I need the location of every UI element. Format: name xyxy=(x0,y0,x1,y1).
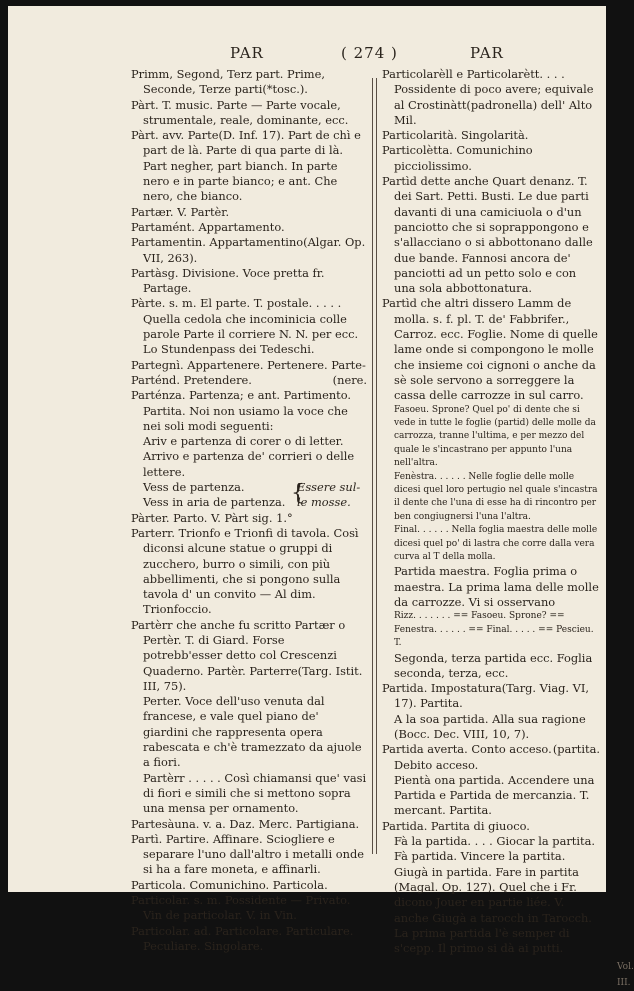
dictionary-entry: Partìd che altri dissero Lamm de molla. s. f. pl. T. de' Fabbrifer., Carroz. ecc. Foglie. Nome di quelle lame onde si compongono le molle che insieme coi cignoni o anche da sè sole servono a sorreggere la cassa delle carrozze in sul carro. xyxy=(382,296,598,403)
entry-definition: Essere sul- le mosse. xyxy=(297,480,361,510)
dictionary-entry: Partær. V. Partèr. xyxy=(131,204,230,219)
entry-line: Vess in aria de partenza. xyxy=(143,495,286,510)
dictionary-entry: Fasoeu. Sprone? Quel po' di dente che si vede in tutte le foglie (partid) delle molle da carrozza, tranne l'ultima, e per mezzo del quale le s'incastrano per appunto l'una nell'altra. xyxy=(394,404,596,469)
dictionary-entry: Pàrt. avv. Parte(D. Inf. 17). Part de chì e part de là. Parte di qua parte di là. Part negher, part bianch. In parte nero e in parte bianco; e ant. Che nero, che bianco. xyxy=(131,128,361,204)
column-rule xyxy=(376,78,377,854)
book-page xyxy=(8,6,634,988)
dictionary-entry: Pàrte. s. m. El parte. T. postale. . . . . Quella cedola che incominicia colle parole Parte il corriere N. N. per ecc. Lo Stundenpass dei Tedeschi. xyxy=(131,296,359,357)
dictionary-entry: Pientà ona partida. Accendere una Partida e Partida de mercanzia. T. mercant. Partita. xyxy=(394,772,595,818)
dictionary-entry xyxy=(131,373,367,388)
entry-text: Parténd. Pretendere. xyxy=(131,372,252,387)
dictionary-entry: Partamént. Appartamento. xyxy=(131,219,285,234)
page-number: ( 274 ) xyxy=(341,44,398,62)
dictionary-entry: Pàrt. T. music. Parte — Parte vocale, strumentale, reale, dominante, ecc. xyxy=(131,97,349,127)
right-column: Particolarèll e Particolarètt. . . . Possidente di poco avere; equivale al Crostinàtt(padronella) dell' Alto Mil. Particolarità. Singolarità. Particolètta. Comunichino picciolissimo. Partìd dette anche Quart denanz. T. dei Sart. Petti. Busti. Le due parti davanti di una camiciuola o d'un panciotto che si soprappongono e s'allacciano o si abbottonano dalle due bande. Fannosi ancora de' panciotti ad un petto solo e con una sola abbottonatura. Partìd che altri dissero Lamm de molla. s. f. pl. T. de' Fabbrifer., Carroz. ecc. Foglie. Nome di quelle lame onde si compongono le molle che insieme coi cignoni o anche da sè sole servono a sorreggere la cassa delle carrozze in sul carro. Fasoeu. Sprone? Quel po' di dente che si vede in tutte le foglie (partid) delle molle da carrozza, tranne l'ultima, e per mezzo del quale le s'incastrano per appunto l'una nell'altra. Fenèstra. . . . . . Nelle foglie delle molle dicesi quel loro pertugio nel quale s'incastra il dente che l'una di esse ha di rincontro per ben congiugnersi l'una l'altra. Final. . . . . . Nella foglia maestra delle molle dicesi quel po' di lastra che corre dalla vera curva al T della molla. Partida maestra. Foglia prima o maestra. La prima lama delle molle da carrozze. Vi si osservano Rizz. . . . . . . == Fasoeu. Sprone? == Fenestra. . . . . . == Final. . . . . == Pescieu. T. Segonda, terza partida ecc. Foglia seconda, terza, ecc. Partida. Impostatura(Targ. Viag. VI, 17). Partita. A la soa partida. Alla sua ragione (Bocc. Dec. VIII, 10, 7). (partita. Partida averta. Conto acceso. Debito acceso. Pientà ona partida. Accendere una Partida e Partida de mercanzia. T. mercant. Partita. Partida. Partita di giuoco. Fà la partida. . . . Giocar la partita. Fà partida. Vincere la partita. Giugà in partida. Fare in partita (Magal. Op. 127). Quel che i Fr. dicono Jouer en partie liée. V. anche Giugà a tarocch in Tarocch. La prima partida l'è semper di s'cepp. Il primo si dà ai putti. Vol. III. xyxy=(382,67,634,988)
dictionary-entry: A la soa partida. Alla sua ragione (Bocc. Dec. VIII, 10, 7). xyxy=(394,711,586,741)
header-left-word: PAR xyxy=(230,44,264,62)
dictionary-entry: Particolar. s. m. Possidente — Privato. xyxy=(131,893,351,908)
dictionary-entry: Fà la partida. . . . Giocar la partita. Fà partida. Vincere la partita. xyxy=(394,834,596,864)
dictionary-entry: Primm, Segond, Terz part. Prime, Seconde, Terze parti(*tosc.). xyxy=(131,67,325,97)
dictionary-entry: Partèrr che anche fu scritto Partær o Pertèr. T. di Giard. Forse potrebb'esser detto col Crescenzi Quaderno. Partèr. Parterre(Targ. Istit. III, 75). xyxy=(131,617,363,693)
dictionary-entry: Final. . . . . . Nella foglia maestra delle molle dicesi quel po' di lastra che corre dalla vera curva al T della molla. xyxy=(394,525,598,562)
dictionary-entry: Partì. Partire. Affinare. Sciogliere e separare l'uno dall'altro i metalli onde si ha a fare moneta, e affinarli. xyxy=(131,831,365,877)
dictionary-entry: Particolarèll e Particolarètt. . . . Possidente di poco avere; equivale al Crostinàtt(padronella) dell' Alto Mil. xyxy=(382,67,594,127)
entry-line: Vess de partenza. xyxy=(143,480,245,495)
dictionary-entry: Parténza. Partenza; e ant. Partimento. Partita. Noi non usiamo la voce che nei soli modi seguenti: xyxy=(131,388,352,433)
dictionary-entry: Partamentin. Appartamentino(Algar. Op. VII, 263). xyxy=(131,235,366,265)
runover-text: (nere. xyxy=(332,372,367,387)
dictionary-entry: Partegnì. Appartenere. Pertenere. Parte- xyxy=(131,357,366,372)
column-rule xyxy=(372,78,373,854)
header-right-word: PAR xyxy=(470,44,504,62)
dictionary-entry: Particolarità. Singolarità. xyxy=(382,128,529,143)
dictionary-entry: Rizz. . . . . . . == Fasoeu. Sprone? == Fenestra. . . . . . == Final. . . . . == Pescieu. T. xyxy=(394,611,594,649)
dictionary-entry: Particolar. ad. Particolare. Particulare. Peculiare. Singolare. xyxy=(131,923,354,953)
dictionary-entry: Partèrr . . . . . Così chiamansi que' vasi di fiori e simili che si mettono sopra una mensa per ornamento. xyxy=(143,770,367,816)
dictionary-entry: Particolètta. Comunichino picciolissimo. xyxy=(382,143,533,173)
dictionary-entry: Segonda, terza partida ecc. Foglia seconda, terza, ecc. xyxy=(394,650,593,680)
dictionary-entry: Partesàuna. v. a. Daz. Merc. Partigiana. xyxy=(131,816,360,831)
dictionary-entry xyxy=(382,742,600,773)
dictionary-entry: Vin de particolar. V. in Vin. xyxy=(143,908,297,923)
runover-text: (partita. xyxy=(552,742,600,757)
dictionary-entry: La prima partida l'è semper di s'cepp. Il primo si dà ai putti. xyxy=(394,925,570,956)
dictionary-entry: Partida maestra. Foglia prima o maestra. La prima lama delle molle da carrozze. Vi si osservano xyxy=(394,564,599,609)
entry-text: Partida averta. Conto acceso. Debito acceso. xyxy=(382,742,552,772)
dictionary-entry: Partida. Partita di giuoco. xyxy=(382,818,530,833)
dictionary-entry: Pàrter. Parto. V. Pàrt sig. 1.° xyxy=(131,510,293,525)
left-column xyxy=(131,67,367,954)
running-header xyxy=(8,44,606,64)
dictionary-entry: Ariv e partenza di corer o di letter. Arrivo e partenza de' corrieri o delle lettere. xyxy=(143,434,355,479)
dictionary-entry: Giugà in partida. Fare in partita (Magal. Op. 127). Quel che i Fr. dicono Jouer en partie liée. V. anche Giugà a tarocch in Tarocch. xyxy=(394,864,592,925)
brace: { xyxy=(291,481,305,507)
dictionary-entry: Partìd dette anche Quart denanz. T. dei Sart. Petti. Busti. Le due parti davanti di una camiciuola o d'un panciotto che si soprappongono e s'allacciano o si abbottonano dalle due bande. Fannosi ancora de' panciotti ad un petto solo e con una sola abbottonatura. xyxy=(382,174,593,296)
dictionary-entry: Parterr. Trionfo e Trionfi di tavola. Così diconsi alcune statue o gruppi di zucchero, burro o simili, con più abbellimenti, che si pongono sulla tavola d' un convito — Al dim. Trionfoccio. xyxy=(131,525,359,617)
dictionary-entry: Partàsg. Divisione. Voce pretta fr. Partage. xyxy=(131,265,325,296)
dictionary-entry: Partida. Impostatura(Targ. Viag. VI, 17). Partita. xyxy=(382,681,590,711)
dictionary-entry: Particola. Comunichino. Particola. xyxy=(131,877,328,892)
dictionary-entry xyxy=(131,480,367,511)
dictionary-entry: Fenèstra. . . . . . Nelle foglie delle molle dicesi quel loro pertugio nel quale s'incastra il dente che l'una di esse ha di rincontro per ben congiugnersi l'una l'altra. xyxy=(394,471,598,522)
dictionary-entry: Perter. Voce dell'uso venuta dal francese, e vale quel piano de' giardini che rappresenta opera rabescata e ch'è tramezzato da ajuole a fiori. xyxy=(143,694,362,770)
